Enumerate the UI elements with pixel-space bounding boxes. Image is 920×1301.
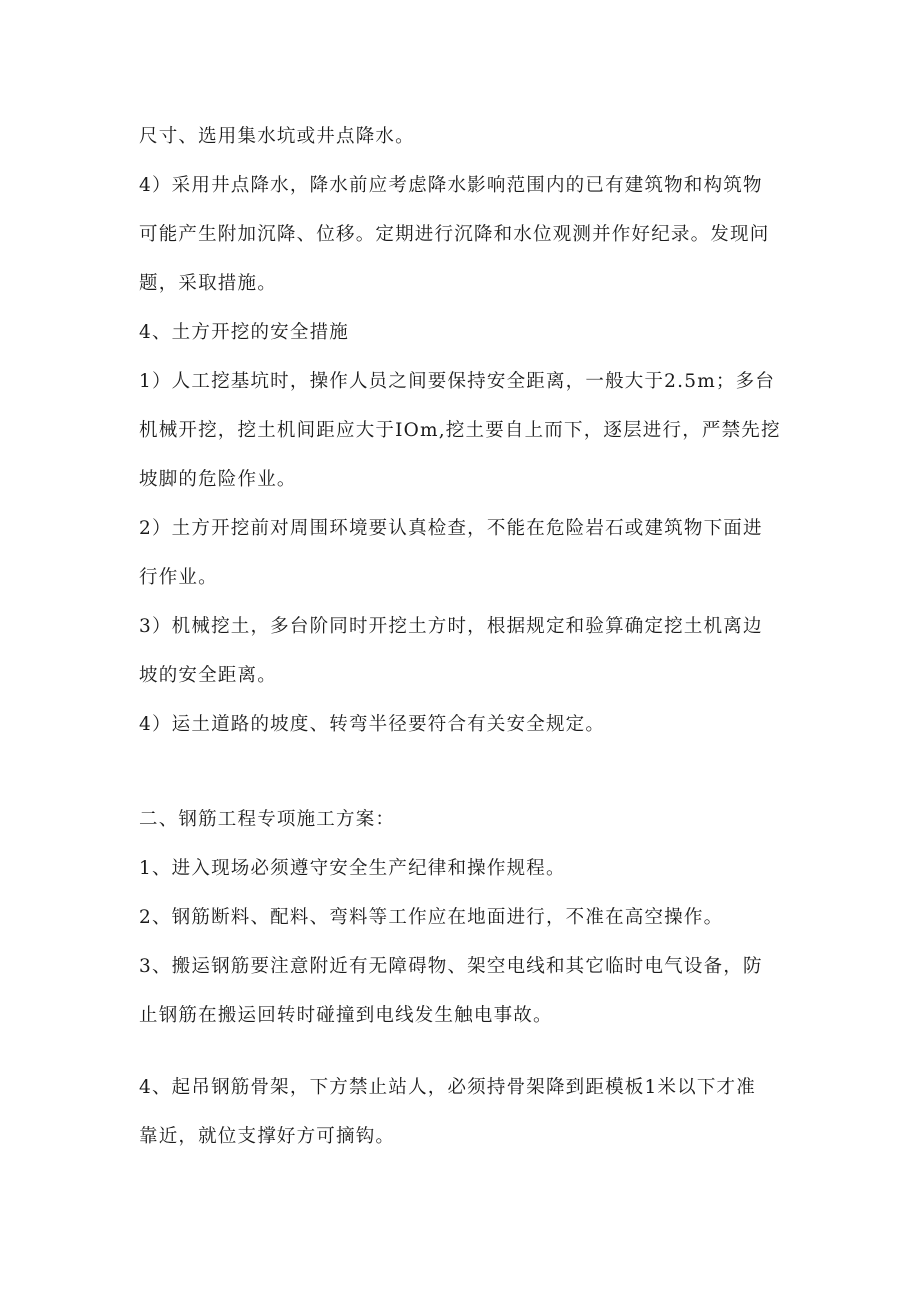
text-line-19: 4、起吊钢筋骨架，下方禁止站人，必须持骨架降到距模板1米以下才准 — [139, 1077, 756, 1098]
text-line-20: 靠近，就位支撑好方可摘钩。 — [139, 1126, 396, 1147]
text-line-1: 尺寸、选用集水坑或井点降水。 — [139, 126, 415, 147]
text-line-3: 可能产生附加沉降、位移。定期进行沉降和水位观测并作好纪录。发现问 — [139, 224, 770, 245]
text-line-11: 3）机械挖土，多台阶同时开挖土方时，根据规定和验算确定挖土机离边 — [139, 616, 763, 637]
section-heading-earthwork-safety: 4、土方开挖的安全措施 — [139, 322, 349, 343]
text-line-8: 坡脚的危险作业。 — [139, 469, 297, 490]
text-line-18: 止钢筋在搬运回转时碰撞到电线发生触电事故。 — [139, 1005, 553, 1026]
text-line-16: 2、钢筋断料、配料、弯料等工作应在地面进行，不准在高空操作。 — [139, 907, 724, 928]
text-line-9: 2）土方开挖前对周围环境要认真检查，不能在危险岩石或建筑物下面进 — [139, 518, 763, 539]
text-line-13: 4）运土道路的坡度、转弯半径要符合有关安全规定。 — [139, 714, 606, 735]
text-line-10: 行作业。 — [139, 567, 218, 588]
text-line-4: 题，采取措施。 — [139, 273, 277, 294]
text-line-12: 坡的安全距离。 — [139, 665, 277, 686]
text-line-17: 3、搬运钢筋要注意附近有无障碍物、架空电线和其它临时电气设备，防 — [139, 956, 763, 977]
text-line-2: 4）采用井点降水，降水前应考虑降水影响范围内的已有建筑物和构筑物 — [139, 175, 763, 196]
section-heading-rebar: 二、钢筋工程专项施工方案： — [139, 809, 396, 830]
text-line-7: 机械开挖，挖土机间距应大于IOm,挖土要自上而下，逐层进行，严禁先挖 — [139, 420, 781, 441]
text-line-15: 1、进入现场必须遵守安全生产纪律和操作规程。 — [139, 858, 566, 879]
text-line-6: 1）人工挖基坑时，操作人员之间要保持安全距离，一般大于2.5m；多台 — [139, 371, 776, 392]
